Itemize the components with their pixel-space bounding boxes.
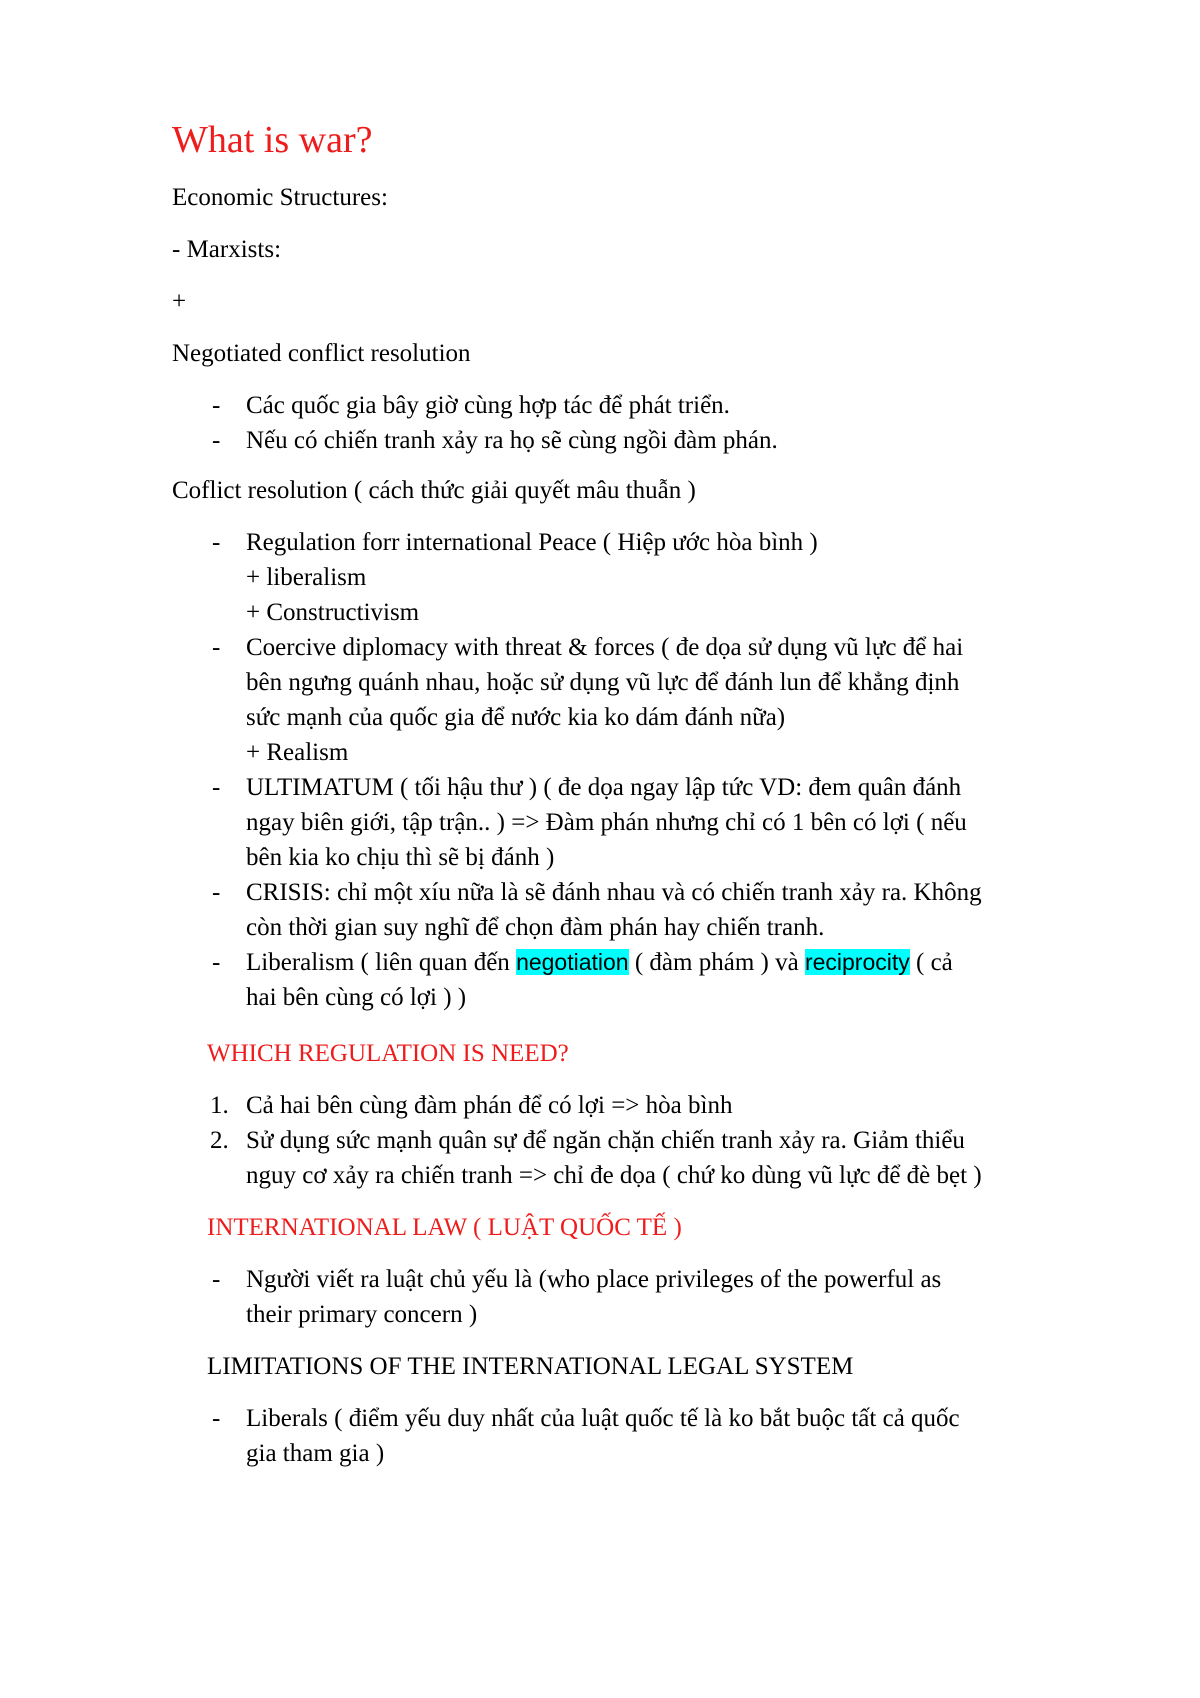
dash-marker: - (212, 529, 221, 556)
list-item (172, 423, 778, 458)
negotiated-heading: Negotiated conflict resolution (172, 340, 471, 367)
conflict-heading: Coflict resolution ( cách thức giải quyết mâu thuẫn ) (172, 477, 696, 504)
list-item-text: sức mạnh của quốc gia để nước kia ko dám đánh nữa) (246, 704, 786, 731)
dash-marker: - (212, 774, 221, 801)
list-item-text: Nếu có chiến tranh xảy ra họ sẽ cùng ngồi đàm phán. (246, 427, 778, 454)
marxists-label: - Marxists: (172, 236, 282, 263)
list-item (172, 388, 778, 423)
dash-marker: - (212, 1405, 221, 1432)
list-item-text: CRISIS: chỉ một xíu nữa là sẽ đánh nhau và có chiến tranh xảy ra. Không (246, 879, 982, 906)
international-law-list (172, 1262, 941, 1332)
list-item (172, 770, 982, 875)
list-item (172, 630, 982, 770)
highlighted-term: reciprocity (804, 949, 910, 975)
which-regulation-list (172, 1088, 982, 1193)
list-item-text: gia tham gia ) (246, 1440, 385, 1467)
list-item (172, 1088, 982, 1123)
list-item-text: Cả hai bên cùng đàm phán để có lợi => hòa bình (246, 1092, 733, 1119)
list-item-text: bên ngưng quánh nhau, hoặc sử dụng vũ lực để đánh lun để khẳng định (246, 669, 960, 696)
text-run: Liberalism ( liên quan đến (246, 949, 517, 976)
list-item-text: nguy cơ xảy ra chiến tranh => chỉ đe dọa ( chứ ko dùng vũ lực để đè bẹt ) (246, 1162, 982, 1189)
list-item-text (246, 945, 982, 980)
dash-marker: - (212, 879, 221, 906)
dash-marker: - (212, 1266, 221, 1293)
limitations-list (172, 1401, 960, 1471)
list-item-text: hai bên cùng có lợi ) ) (246, 984, 467, 1011)
list-item-text: bên kia ko chịu thì sẽ bị đánh ) (246, 844, 555, 871)
list-item (172, 1123, 982, 1193)
list-item-text: Liberals ( điểm yếu duy nhất của luật quốc tế là ko bắt buộc tất cả quốc (246, 1405, 960, 1432)
list-item-text: Regulation forr international Peace ( Hiệp ước hòa bình ) (246, 529, 818, 556)
dash-marker: - (212, 427, 221, 454)
list-item-text: Coercive diplomacy with threat & forces ( đe dọa sử dụng vũ lực để hai (246, 634, 964, 661)
dash-marker: - (212, 392, 221, 419)
list-item-text: their primary concern ) (246, 1301, 478, 1328)
list-item-text: còn thời gian suy nghĩ để chọn đàm phán hay chiến tranh. (246, 914, 825, 941)
number-marker: 1. (210, 1092, 229, 1119)
conflict-list (172, 525, 982, 1015)
list-item (172, 945, 982, 1015)
international-law-heading: INTERNATIONAL LAW ( LUẬT QUỐC TẾ ) (207, 1214, 682, 1241)
number-marker: 2. (210, 1127, 229, 1154)
economic-structures-label: Economic Structures: (172, 184, 388, 211)
list-item (172, 1401, 960, 1471)
list-item-text: Các quốc gia bây giờ cùng hợp tác để phát triển. (246, 392, 730, 419)
highlighted-term: negotiation (516, 949, 629, 975)
list-item (172, 525, 982, 630)
list-item (172, 1262, 941, 1332)
sub-item: + Constructivism (246, 599, 420, 626)
list-item-text: Người viết ra luật chủ yếu là (who place privileges of the powerful as (246, 1266, 942, 1293)
limitations-heading: LIMITATIONS OF THE INTERNATIONAL LEGAL SYSTEM (207, 1353, 854, 1380)
negotiated-list (172, 388, 778, 458)
list-item-text: ngay biên giới, tập trận.. ) => Đàm phán nhưng chỉ có 1 bên có lợi ( nếu (246, 809, 967, 836)
dash-marker: - (212, 634, 221, 661)
sub-item: + Realism (246, 739, 349, 766)
which-regulation-heading: WHICH REGULATION IS NEED? (207, 1040, 569, 1067)
list-item-text: ULTIMATUM ( tối hậu thư ) ( đe dọa ngay lập tức VD: đem quân đánh (246, 774, 962, 801)
sub-item: + liberalism (246, 564, 367, 591)
list-item-text: Sử dụng sức mạnh quân sự để ngăn chặn chiến tranh xảy ra. Giảm thiểu (246, 1127, 965, 1154)
page-title: What is war? (172, 119, 373, 161)
text-run: ( cả (909, 949, 953, 976)
text-run: ( đàm phám ) và (628, 949, 805, 976)
plus-marker: + (172, 288, 187, 315)
list-item (172, 875, 982, 945)
dash-marker: - (212, 949, 221, 976)
